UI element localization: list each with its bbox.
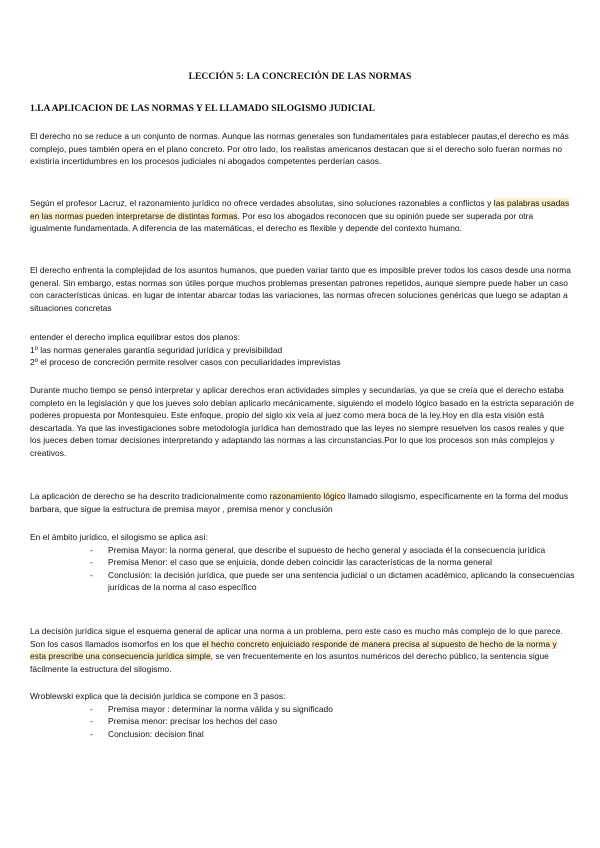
- dash-bullet: -: [90, 557, 93, 568]
- syllogism-list: [30, 544, 575, 594]
- dash-bullet: -: [90, 716, 93, 727]
- list-item-text: Premisa Mayor: la norma general, que describe el supuesto de hecho general y asociada él la consecuencia jurídica: [108, 544, 546, 555]
- list-item-text: Premisa Menor: el caso que se enjuicia, donde deben coincidir las características de la norma general: [108, 557, 492, 568]
- paragraph-3: [30, 264, 575, 314]
- list-item: [30, 703, 575, 716]
- list-item: [30, 715, 575, 728]
- paragraph-5: [30, 384, 575, 460]
- dash-bullet: -: [90, 703, 93, 714]
- paragraph-5-text: Durante mucho tiempo se pensó interpretar y aplicar derechos eran actividades simples y secundarias, ya que se creía que el derecho estaba completo en la legislación y que los jueves solo debían aplicarlo mecánicamente, siguiendo el modelo lógico basado en la estricta separación de poderes propuesta por Montesquieu. Este enfoque, propio del siglo xix veía al juez como mera boca de la ley.Hoy en día esta visión está descartada. Ya que las investigaciones sobre metodología jurídica han demostrado que las leyes no siempre resuelven los casos reales y que los jueces deben tomar decisiones interpretando y adaptando las normas a las circunstancias.Por lo que los procesos son más complejos y creativos.: [30, 385, 574, 458]
- paragraph-8: [30, 625, 575, 675]
- paragraph-8-after: , se ven frecuentemente en los asuntos numéricos del derecho público, la sentencia sigue fácilmente la estructura del silogismo.: [30, 651, 549, 674]
- wroblewski-intro: Wroblewski explica que la decisión jurídica se compone en 3 pasos:: [30, 691, 286, 701]
- paragraph-2-before: Según el profesor Lacruz, el razonamiento jurídico no ofrece verdades absolutas, sino soluciones razonables a conflictos y: [30, 198, 494, 208]
- paragraph-3-text: El derecho enfrenta la complejidad de los asuntos humanos, que pueden variar tanto que es imposible prever todos los casos desde una norma general. Sin embargo, estas normas son útiles porque muchos problemas presentan patrones repetidos, aunque siempre puede haber un caso con características únicas. en lugar de intentar abarcar todas las variaciones, las normas ofrecen soluciones genéricas que luego se adaptan a situaciones concretas: [30, 265, 571, 313]
- list-item: [30, 556, 575, 569]
- paragraph-2-text: [30, 197, 575, 235]
- list-item: [30, 569, 575, 594]
- paragraph-7: [30, 531, 575, 594]
- list-item-text: Conclusión: la decisión jurídica, que puede ser una sentencia judicial o un dictamen académico, aplicando la consecuencias jurídicas de la norma al caso específico: [108, 569, 575, 593]
- paragraph-6: [30, 490, 575, 515]
- paragraph-8-text: [30, 625, 575, 675]
- list-item-text: Premisa mayor : determinar la norma válida y su significado: [108, 703, 333, 714]
- syllogism-intro: En el ámbito jurídico, el silogismo se aplica así:: [30, 532, 208, 542]
- steps-list: [30, 703, 575, 741]
- paragraph-4-line-2: 1º las normas generales garantía seguridad jurídica y previsibilidad: [30, 344, 283, 355]
- paragraph-9: [30, 690, 575, 740]
- paragraph-4-line-3: 2º el proceso de concreción permite resolver casos con peculiaridades imprevistas: [30, 357, 341, 368]
- paragraph-4-line-1: entender el derecho implica equilibrar estos dos planos:: [30, 332, 240, 342]
- list-item: [30, 544, 575, 557]
- dash-bullet: -: [90, 728, 93, 739]
- dash-bullet: -: [90, 569, 93, 580]
- list-item-text: Conclusion: decision final: [108, 728, 204, 739]
- paragraph-2-after: . Por eso los abogados reconocen que su opinión puede ser superada por otra igualmente fundamentada. A diferencia de las matemáticas, el derecho es flexible y depende del contexto humano.: [30, 210, 534, 234]
- paragraph-6-text: [30, 490, 575, 515]
- paragraph-6-after: llamado silogismo, específicamente en la forma del modus barbara, que sigue la estructura de premisa mayor , premisa menor y conclusión: [30, 491, 569, 514]
- highlight-logical-reasoning: razonamiento lógico: [269, 491, 346, 501]
- dash-bullet: -: [90, 544, 93, 555]
- paragraph-2: [30, 197, 575, 235]
- paragraph-1: [30, 130, 575, 168]
- highlight-interpretation: las palabras usadas en las normas pueden interpretarse de distintas formas: [30, 198, 570, 221]
- list-item: [30, 728, 575, 741]
- section-heading: 1.LA APLICACION DE LAS NORMAS Y EL LLAMADO SILOGISMO JUDICIAL: [30, 104, 376, 114]
- lesson-title: LECCIÓN 5: LA CONCRECIÓN DE LAS NORMAS: [188, 72, 412, 82]
- paragraph-8-before: La decisión jurídica sigue el esquema general de aplicar una norma a un problema, pero este caso es mucho más complejo de lo que parece. Son los casos llamados isomorfos en los que: [30, 626, 563, 649]
- paragraph-1-text: El derecho no se reduce a un conjunto de normas. Aunque las normas generales son fundamentales para establecer pautas,el derecho es más complejo, pues también opera en el plano concreto. Por otro lado, los realistas americanos destacan que si el derecho solo fueran normas no existiría incertidumbres en los procesos judiciales ni abogados competentes perderían casos.: [30, 131, 569, 167]
- paragraph-6-before: La aplicación de derecho se ha descrito tradicionalmente como: [30, 491, 270, 501]
- highlight-isomorphic-case: el hecho concreto enjuiciado responde de manera precisa al supuesto de hecho de la norma y esta prescribe una consecuencia jurídica simple: [30, 638, 557, 662]
- paragraph-4: [30, 331, 575, 369]
- list-item-text: Premisa menor: precisar los hechos del caso: [108, 716, 278, 727]
